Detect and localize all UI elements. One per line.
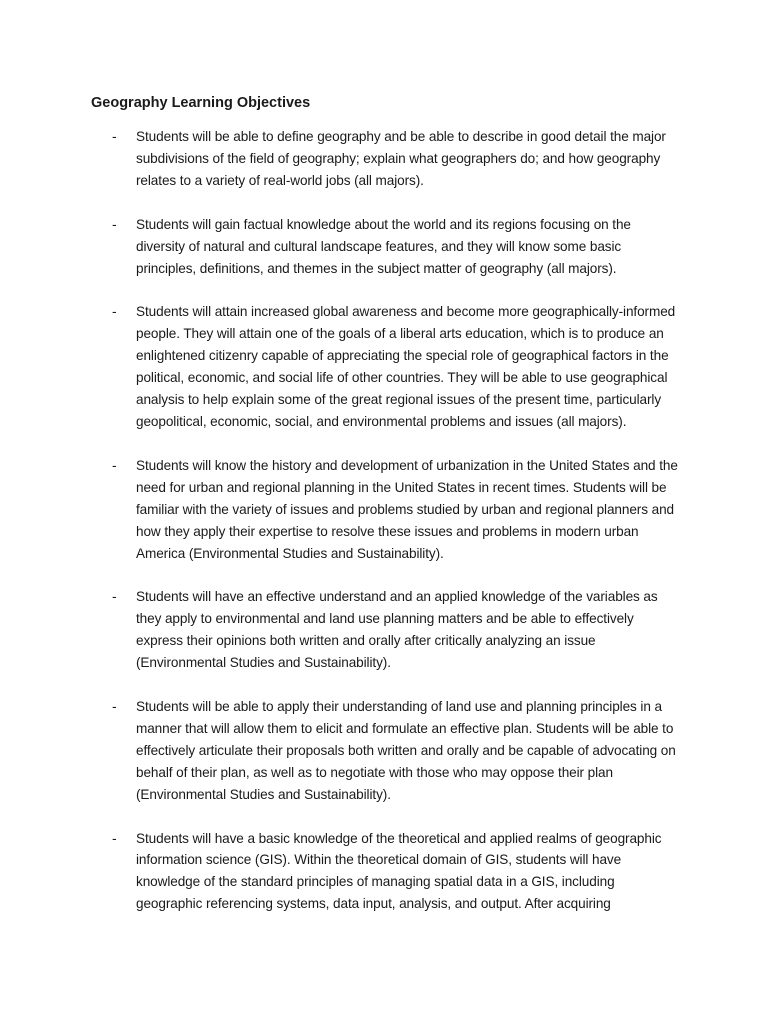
objective-text: Students will be able to define geography and be able to describe in good detail the major subdivisions of the field of geography; explain what geographers do; and how geography relates to a variety of real-world jobs (all majors). <box>136 129 666 188</box>
bullet-dash: - <box>112 303 117 320</box>
bullet-dash: - <box>112 698 117 715</box>
objective-text: Students will be able to apply their understanding of land use and planning principles in a manner that will allow them to elicit and formulate an effective plan. Students will be able to effectively articulate their proposals both written and orally and be capable of advocating on behalf of their plan, as well as to negotiate with those who may oppose their plan (Environmental Studies and Sustainability). <box>136 699 676 802</box>
objective-text: Students will attain increased global awareness and become more geographically-informed people. They will attain one of the goals of a liberal arts education, which is to produce an enlightened citizenry capable of appreciating the special role of geographical factors in the political, economic, and social life of other countries. They will be able to use geographical analysis to help explain some of the great regional issues of the present time, particularly geopolitical, economic, social, and environmental problems and issues (all majors). <box>136 304 676 429</box>
objective-text: Students will gain factual knowledge about the world and its regions focusing on the diversity of natural and cultural landscape features, and they will know some basic principles, definitions, and themes in the subject matter of geography (all majors). <box>136 216 631 276</box>
bullet-dash: - <box>112 456 117 473</box>
objective-item <box>0 696 768 806</box>
objective-text: Students will know the history and development of urbanization in the United States and the need for urban and regional planning in the United States in recent times. Students will be familiar with the variety of issues and problems studied by urban and regional planners and how they apply their expertise to resolve these issues and problems in modern urban America (Environmental Studies and Sustainability). <box>136 457 678 561</box>
bullet-dash: - <box>112 128 117 144</box>
document-title: Geography Learning Objectives <box>91 95 311 111</box>
objective-item <box>0 126 768 192</box>
objective-text: Students will have a basic knowledge of the theoretical and applied realms of geographic information science (GIS). Within the theoretical domain of GIS, students will have knowledge of the standard principles of managing spatial data in a GIS, including geographic referencing systems, data input, analysis, and output. After acquiring <box>136 830 662 912</box>
objective-item <box>0 214 768 280</box>
objective-item <box>0 586 768 674</box>
bullet-dash: - <box>112 215 117 232</box>
bullet-dash: - <box>112 588 117 605</box>
objective-item <box>0 301 768 432</box>
objective-item <box>0 828 768 916</box>
objective-item <box>0 455 768 565</box>
bullet-dash: - <box>112 829 117 846</box>
objectives-list <box>0 126 768 937</box>
objective-text: Students will have an effective understand and an applied knowledge of the variables as they apply to environmental and land use planning matters and be able to effectively express their opinions both written and orally after critically analyzing an issue (Environmental Studies and Sustainability). <box>136 589 658 671</box>
